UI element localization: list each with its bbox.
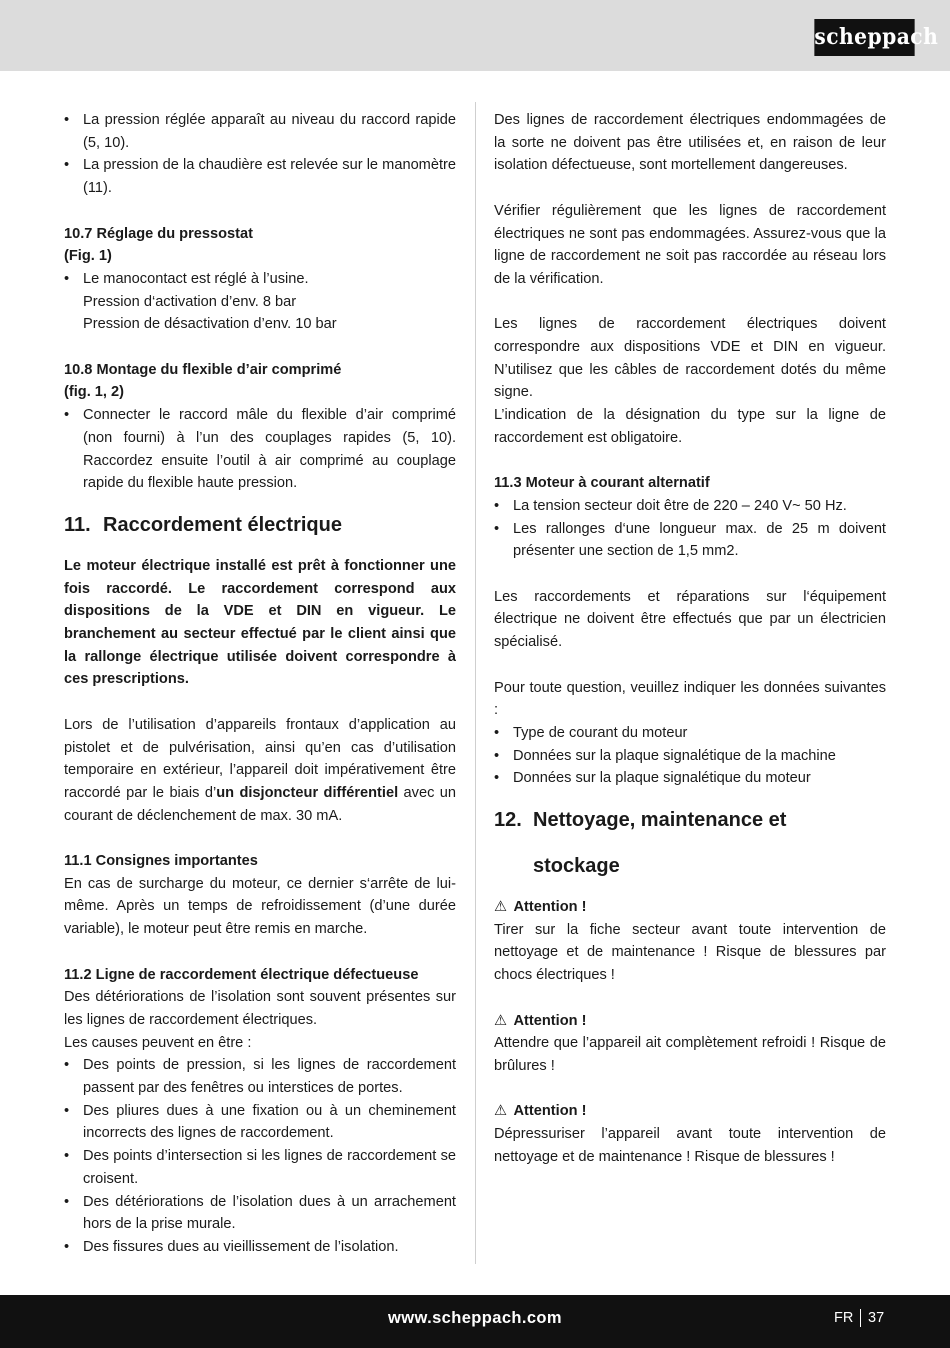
rcd-text-a: Lors de l’utilisation d’appareils frontaux d’application au pistolet et de pulvérisation, ainsi qu’en cas d’utilisation temporaire en extérieur, l’appareil doit impérativement être raccordé par le biais d’ [64, 716, 456, 801]
website-link[interactable]: www.scheppach.com [388, 1309, 562, 1327]
warning-icon: ⚠ [494, 1103, 508, 1120]
overload-paragraph: En cas de surcharge du moteur, ce dernier s‘arrête de lui-même. Après un temps de refroidissement (d’une durée variable), le moteur peut être remis en marche. [64, 875, 456, 938]
list-item: • Des points d’intersection si les lignes de raccordement se croisent. [64, 1145, 456, 1190]
pressostat-list [64, 268, 456, 291]
hose-list [64, 404, 456, 495]
attention-label: Attention ! [513, 1103, 587, 1120]
list-item: • Type de courant du moteur [494, 722, 886, 745]
page-number: 37 [868, 1310, 885, 1326]
section-title: Nettoyage, maintenance et [533, 809, 787, 832]
list-item: • Des détériorations de l’isolation dues à un arrachement hors de la prise murale. [64, 1191, 456, 1236]
type-designation-paragraph: L’indication de la désignation du type sur la ligne de raccordement est obligatoire. [494, 407, 886, 446]
right-column [494, 109, 886, 1168]
section-number: 11. [64, 513, 91, 536]
damaged-lines-paragraph: Des lignes de raccordement électriques endommagées de la sorte ne doivent pas être utilisées et, en raison de leur isolation défectueuse, sont mortellement dangereuses. [494, 112, 886, 174]
heading-10-8: 10.8 Montage du flexible d’air comprimé [64, 361, 342, 378]
attention-heading [494, 896, 886, 919]
list-item: • Le manocontact est réglé à l’usine. [64, 268, 456, 291]
footer-bar [0, 1295, 950, 1348]
section-12-title [494, 806, 886, 880]
motor-ready-paragraph: Le moteur électrique installé est prêt à fonctionner une fois raccordé. Le raccordement correspond aux dispositions de la VDE et DIN en vigueur. Le branchement au secteur effectué par le client ainsi que la rallonge électrique utilisée doivent correspondre à ces prescriptions. [64, 557, 456, 688]
list-item: • Les rallonges d‘une longueur max. de 25 m doivent présenter une section de 1,5 mm2. [494, 518, 886, 563]
pressure-list [64, 109, 456, 200]
heading-10-7: 10.7 Réglage du pressostat [64, 225, 253, 242]
data-list [494, 722, 886, 790]
column-divider [475, 102, 476, 1264]
list-item: • Des fissures dues au vieillissement de l’isolation. [64, 1236, 456, 1259]
section-title: Raccordement électrique [103, 513, 342, 536]
ac-motor-list [494, 495, 886, 563]
language-code: FR [834, 1310, 854, 1326]
attention-heading [494, 1010, 886, 1033]
rcd-text-c: avec un courant de déclenchement de max. 30 mA. [64, 784, 457, 824]
deactivation-pressure: Pression de désactivation d’env. 10 bar [83, 316, 337, 333]
section-title-continued: stockage [533, 855, 620, 878]
questions-paragraph: Pour toute question, veuillez indiquer les données suivantes : [494, 679, 886, 719]
rcd-text-bold: un disjoncteur différentiel [216, 784, 399, 801]
list-item: • La tension secteur doit être de 220 – 240 V~ 50 Hz. [494, 495, 886, 518]
section-number: 12. [494, 809, 522, 832]
heading-11-1: 11.1 Consignes importantes [64, 853, 258, 870]
list-item: • La pression de la chaudière est relevée sur le manomètre (11). [64, 154, 456, 199]
list-item: • Connecter le raccord mâle du flexible d’air comprimé (non fourni) à l’un des couplages rapides (5, 10). Raccordez ensuite l’outil à air comprimé au couplage rapide du flexible haute pression. [64, 404, 456, 495]
heading-10-8-fig: (fig. 1, 2) [64, 384, 124, 401]
vde-din-paragraph: Les lignes de raccordement électriques doivent correspondre aux dispositions VDE et DIN en vigueur. N’utilisez que les câbles de raccordement dotés du même signe. [494, 316, 886, 401]
attention-text-2: Attendre que l’appareil ait complètement refroidi ! Risque de brûlures ! [494, 1035, 886, 1074]
header-bar [0, 0, 950, 71]
rcd-paragraph [64, 714, 456, 828]
heading-11-2: 11.2 Ligne de raccordement électrique défectueuse [64, 966, 419, 983]
attention-label: Attention ! [513, 1012, 587, 1029]
heading-11-3: 11.3 Moteur à courant alternatif [494, 475, 710, 492]
attention-text-3: Dépressuriser l’appareil avant toute intervention de nettoyage et de maintenance ! Risque de blessures ! [494, 1126, 886, 1165]
attention-heading [494, 1100, 886, 1123]
list-item: • Données sur la plaque signalétique de la machine [494, 745, 886, 768]
attention-text-1: Tirer sur la fiche secteur avant toute intervention de nettoyage et de maintenance ! Risque de blessures par chocs électriques ! [494, 921, 886, 984]
warning-icon: ⚠ [494, 1012, 508, 1029]
left-column [64, 109, 456, 1259]
list-item: • Des pliures dues à une fixation ou à un cheminement incorrects des lignes de raccordement. [64, 1100, 456, 1145]
attention-label: Attention ! [513, 899, 587, 916]
causes-intro: Les causes peuvent en être : [64, 1034, 252, 1051]
section-11-title [64, 511, 456, 539]
list-item: • Des points de pression, si les lignes de raccordement passent par des fenêtres ou interstices de portes. [64, 1054, 456, 1099]
electrician-paragraph: Les raccordements et réparations sur l‘équipement électrique ne doivent être effectués que par un électricien spécialisé. [494, 588, 886, 651]
footer-separator [860, 1309, 861, 1327]
activation-pressure: Pression d‘activation d’env. 8 bar [83, 293, 297, 310]
brand-logo: scheppach [814, 19, 914, 56]
heading-10-7-fig: (Fig. 1) [64, 248, 112, 265]
check-lines-paragraph: Vérifier régulièrement que les lignes de raccordement électriques ne sont pas endommagées. Assurez-vous que la ligne de raccordement ne soit pas raccordée au réseau lors de la vérification. [494, 202, 886, 287]
list-item: • Données sur la plaque signalétique du moteur [494, 767, 886, 790]
insulation-paragraph: Des détériorations de l’isolation sont souvent présentes sur les lignes de raccordement électriques. [64, 989, 456, 1028]
warning-icon: ⚠ [494, 899, 508, 916]
list-item: • La pression réglée apparaît au niveau du raccord rapide (5, 10). [64, 109, 456, 154]
causes-list [64, 1054, 456, 1258]
